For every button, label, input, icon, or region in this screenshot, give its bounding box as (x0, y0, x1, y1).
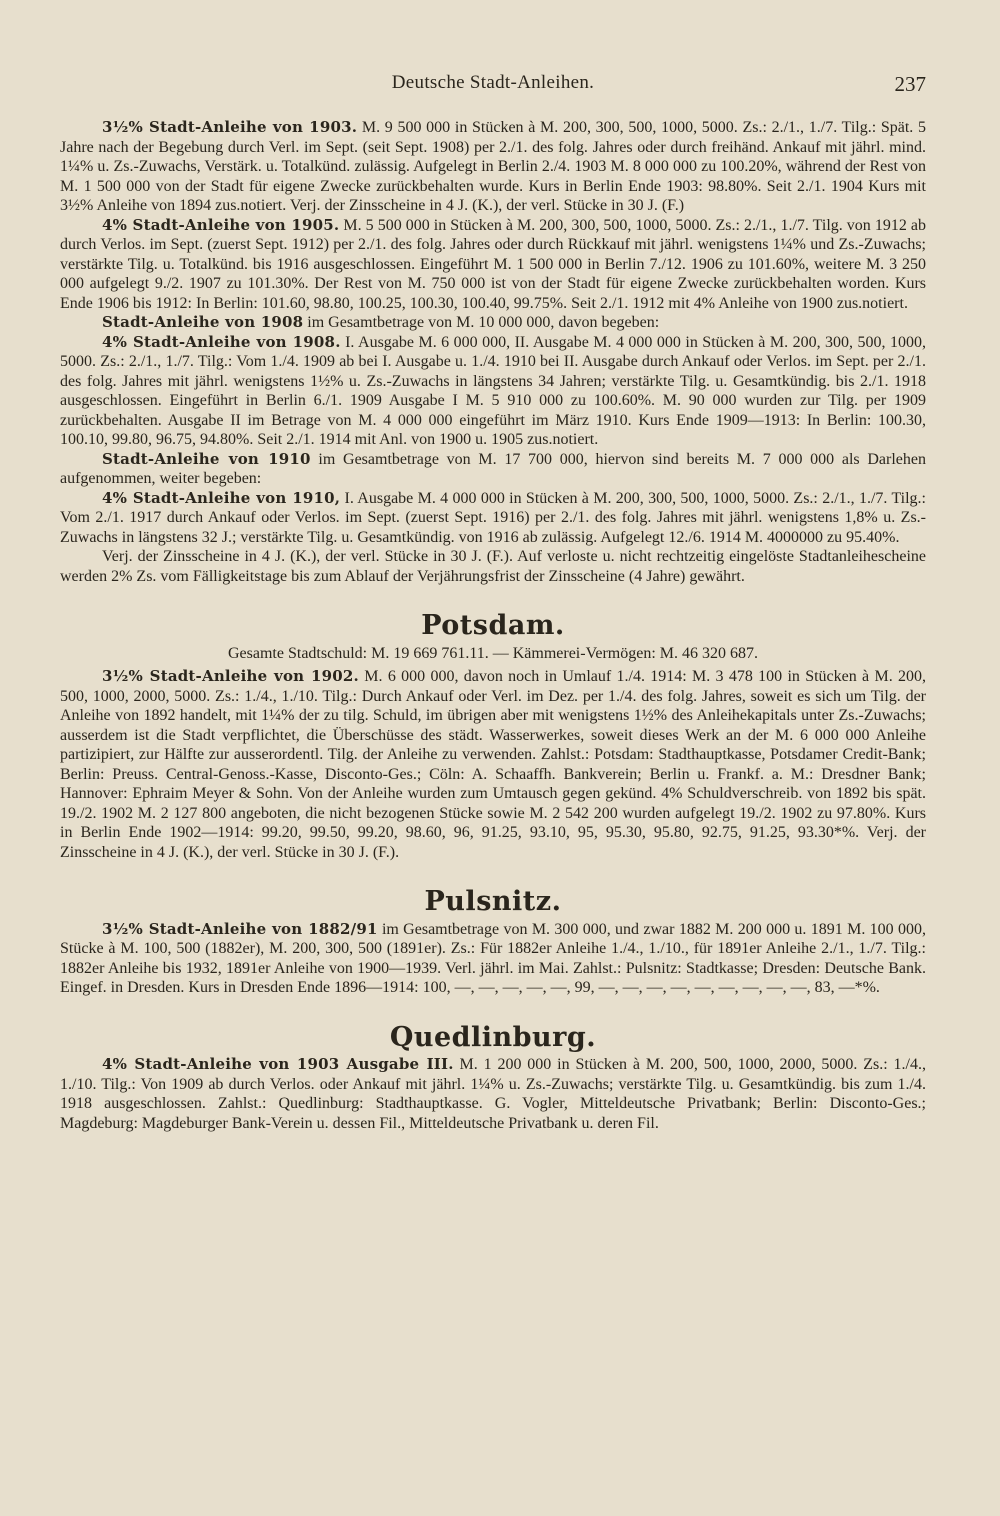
city-heading-potsdam: Potsdam. (421, 610, 565, 641)
page-content (60, 118, 926, 1133)
paragraph-pulsnitz (60, 920, 926, 998)
loan-text: im Gesamtbetrage von M. 300 000, und zwar 1882 M. 200 000 u. 1891 M. 100 000, Stücke à M. 100, 500 (1882er), M. 200, 300, 500 (1891er). Zs.: Für 1882er Anleihe 1./4., 1./10., für 1891er Anleihe 2./1., 1./7. Tilg.: 1882er Anleihe bis 1932, 1891er Anleihe von 1900—1939. Verl. jährl. im Mai. Zahlst.: Pulsnitz: Stadtkasse; Dresden: Deutsche Bank. Eingef. in Dresden. Kurs in Dresden Ende 1896—1914: 100, —, —, —, —, —, 99, —, —, —, —, —, —, —, —, —, 83, —*%. (60, 920, 926, 996)
loan-text: im Gesamtbetrage von M. 17 700 000, hiervon sind bereits M. 7 000 000 als Darlehen aufgenommen, weiter begeben: (60, 450, 926, 487)
loan-heading: 3½% Stadt-Anleihe von 1882/91 (102, 919, 378, 938)
loan-heading: 4% Stadt-Anleihe von 1905. (102, 215, 340, 234)
loan-text: im Gesamtbetrage von M. 10 000 000, davon begeben: (303, 314, 660, 331)
paragraph-potsdam (60, 667, 926, 862)
loan-text: M. 9 500 000 in Stücken à M. 200, 300, 500, 1000, 5000. Zs.: 2./1., 1./7. Tilg.: Spät. 5 Jahre nach der Begebung durch Verl. im Sept. (seit Sept. 1908) per 2./1. des folg. Jahres oder durch freihänd. Ankauf mit jährl. mind. 1¼% u. Zs.-Zuwachs, Verstärk. u. Totalkünd. zulässig. Aufgelegt in Berlin 2./4. 1903 M. 8 000 000 zu 100.20%, während der Rest von M. 1 500 000 von der Stadt für eigene Zwecke zurückbehalten wurde. Kurs in Berlin Ende 1903: 98.80%. Seit 2./1. 1904 Kurs mit 3½% Anleihe von 1894 zus.notiert. Verj. der Zinsscheine in 4 J. (K.), der verl. Stücke in 30 J. (F.) (60, 119, 926, 214)
loan-text: Verj. der Zinsscheine in 4 J. (K.), der verl. Stücke in 30 J. (F.). Auf verloste u. nicht rechtzeitig eingelöste Stadtanleihescheine werden 2% Zs. vom Fälligkeitstage bis zum Ablauf der Verjährungsfrist der Zinsscheine (4 Jahre) gewährt. (60, 548, 926, 585)
loan-heading: 4% Stadt-Anleihe von 1903 Ausgabe III. (102, 1055, 454, 1073)
page-header (60, 72, 926, 102)
paragraph-anleihe-1910-total (60, 450, 926, 489)
city-heading-quedlinburg: Quedlinburg. (389, 1021, 597, 1053)
loan-text: I. Ausgabe M. 4 000 000 in Stücken à M. 200, 300, 500, 1000, 5000. Zs.: 2./1., 1./7. Tilg.: Vom 2./1. 1917 durch Ankauf oder Verlos. im Sept. (zuerst Sept. 1916) per 2./1. des folg. Jahres mit jährl. wenigstens 1,8% u. Zs.-Zuwachs in längstens 32 J.; verstärkte Tilg. u. Gesamtkündig. von 1916 ab zulässig. Aufgelegt 12./6. 1914 M. 4000000 zu 95.40%. (60, 489, 926, 546)
loan-heading: Stadt-Anleihe von 1908 (102, 313, 304, 331)
page-number: 237 (894, 72, 926, 96)
loan-text: M. 1 200 000 in Stücken à M. 200, 500, 1000, 2000, 5000. Zs.: 1./4., 1./10. Tilg.: Von 1909 ab durch Verlos. oder Ankauf mit jährl. 1¼% u. Zs.-Zuwachs; verstärkte Tilg. u. Gesamtkündig. bis zum 1./4. 1918 ausgeschlossen. Zahlst.: Quedlinburg: Stadthauptkasse. G. Vogler, Mitteldeutsche Privatbank; Berlin: Disconto-Ges.; Magdeburg: Magdeburger Bank-Verein u. dessen Fil., Mitteldeutsche Privatbank u. deren Fil. (60, 1056, 926, 1132)
loan-heading: 4% Stadt-Anleihe von 1908. (102, 332, 341, 351)
loan-heading: 4% Stadt-Anleihe von 1910, (102, 488, 341, 507)
paragraph-anleihe-1905 (60, 216, 926, 314)
loan-heading: 3½% Stadt-Anleihe von 1902. (102, 667, 359, 685)
loan-text: M. 5 500 000 in Stücken à M. 200, 300, 500, 1000, 5000. Zs.: 2./1., 1./7. Tilg. von 1912 ab durch Verlos. im Sept. (zuerst Sept. 1912) per 2./1. des folg. Jahres oder durch Rückkauf mit jährl. wenigstens 1¼% und Zs.-Zuwachs; verstärkte Tilg. u. Totalkünd. bis 1916 ausgeschlossen. Eingeführt M. 1 500 000 in Berlin 7./12. 1906 zu 101.60%, weitere M. 3 250 000 aufgelegt 9./2. 1907 zu 101.30%. Der Rest von M. 750 000 ist von der Stadt für eigene Zwecke zurückbehalten worden. Kurs Ende 1906 bis 1912: In Berlin: 101.60, 98.80, 100.25, 100.30, 100.40, 99.75%. Seit 2./1. 1912 mit 4% Anleihe von 1900 zus.notiert. (60, 216, 926, 312)
loan-text: I. Ausgabe M. 6 000 000, II. Ausgabe M. 4 000 000 in Stücken à M. 200, 300, 500, 1000, 5000. Zs.: 2./1., 1./7. Tilg.: Vom 1./4. 1909 ab bei I. Ausgabe u. 1./4. 1910 bei II. Ausgabe durch Ankauf oder Verlos. im Sept. per 2./1. des folg. Jahres mit jährl. wenigstens 1½% u. Zs.-Zuwachs in längstens 34 Jahren; verstärkte Tilg. u. Gesamtkündig. bis 2./1. 1918 ausgeschlossen. Eingeführt in Berlin 6./1. 1909 Ausgabe I M. 5 910 000 zu 100.60%. M. 90 000 wurden zur Tilg. per 1909 zurückbehalten. Ausgabe II im Betrage von M. 4 000 000 eingeführt im März 1910. Kurs Ende 1909—1913: In Berlin: 100.30, 100.10, 99.80, 96.75, 94.80%. Seit 2./1. 1914 mit Anl. von 1900 u. 1905 zus.notiert. (60, 333, 926, 448)
loan-heading: 3½% Stadt-Anleihe von 1903. (102, 118, 358, 136)
paragraph-verjaehrung (60, 547, 926, 586)
paragraph-anleihe-1903 (60, 118, 926, 216)
paragraph-anleihe-1910 (60, 489, 926, 548)
running-head: Deutsche Stadt-Anleihen. (391, 72, 595, 93)
paragraph-anleihe-1908 (60, 333, 926, 450)
potsdam-debt-summary: Gesamte Stadtschuld: M. 19 669 761.11. — Kämmerei-Vermögen: M. 46 320 687. (228, 644, 758, 662)
paragraph-anleihe-1908-total (60, 313, 926, 333)
paragraph-quedlinburg (60, 1055, 926, 1133)
loan-heading: Stadt-Anleihe von 1910 (102, 449, 311, 468)
loan-text: M. 6 000 000, davon noch in Umlauf 1./4. 1914: M. 3 478 100 in Stücken à M. 200, 500, 1000, 2000, 5000. Zs.: 1./4., 1./10. Tilg.: Durch Ankauf oder Verl. im Dez. per 1./4. des folg. Jahres, soweit es sich um Tilg. der Anleihe von 1892 handelt, mit 1¼% der zu tilg. Schuld, im übrigen aber mit wenigstens 1½% des Anleihekapitals unter Zs.-Zuwachs; ausserdem ist die Stadt verpflichtet, die Überschüsse des städt. Wasserwerkes, soweit dieses Werk an der M. 6 000 000 Anleihe partizipiert, zur Hälfte zur ausserordentl. Tilg. der Anleihe zu verwenden. Zahlst.: Potsdam: Stadthauptkasse, Potsdamer Credit-Bank; Berlin: Preuss. Central-Genoss.-Kasse, Disconto-Ges.; Cöln: A. Schaaffh. Bankverein; Berlin u. Frankf. a. M.: Dresdner Bank; Hannover: Ephraim Meyer & Sohn. Von der Anleihe wurden zum Umtausch gegen gekünd. 4% Schuldverschreib. von 1892 bis spät. 19./2. 1902 M. 2 127 800 angeboten, die nicht bezogenen Stücke sowie M. 2 542 200 wurden aufgelegt 19./2. 1902 zu 97.80%. Kurs in Berlin Ende 1902—1914: 99.20, 99.50, 99.20, 98.60, 96, 91.25, 93.10, 95, 95.30, 95.80, 92.75, 91.25, 93.30*%. Verj. der Zinsscheine in 4 J. (K.), der verl. Stücke in 30 J. (F.). (60, 668, 927, 861)
city-heading-pulsnitz: Pulsnitz. (424, 886, 562, 917)
